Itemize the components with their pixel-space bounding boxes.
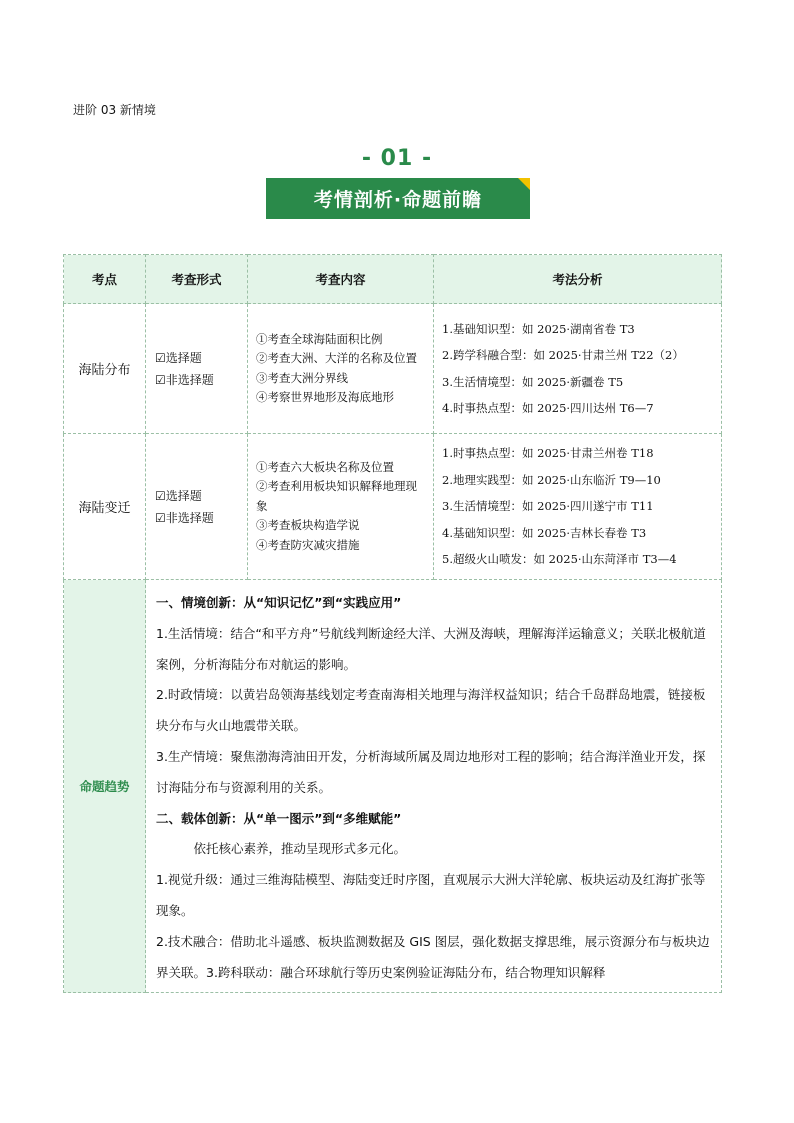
analysis-item: 4.基础知识型：如 2025·吉林长春卷 T3 bbox=[442, 525, 647, 540]
form-item: ☑选择题 bbox=[155, 350, 202, 365]
trend-heading: 一、情境创新：从“知识记忆”到“实践应用” bbox=[156, 595, 402, 610]
content-item: ④考察世界地形及海底地形 bbox=[256, 390, 394, 404]
table-row bbox=[64, 434, 722, 580]
analysis-item: 1.基础知识型：如 2025·湖南省卷 T3 bbox=[442, 321, 635, 336]
analysis-item: 2.地理实践型：如 2025·山东临沂 T9—10 bbox=[442, 472, 661, 487]
trend-paragraph: 1.视觉升级：通过三维海陆模型、海陆变迁时序图，直观展示大洲大洋轮廓、板块运动及红海扩张等现象。 bbox=[156, 872, 706, 918]
page-header-label: 进阶 03 新情境 bbox=[73, 103, 156, 117]
trend-row bbox=[64, 580, 722, 993]
table-header-row bbox=[64, 255, 722, 304]
form-item: ☑选择题 bbox=[155, 488, 202, 503]
topic-cell: 海陆变迁 bbox=[64, 434, 146, 580]
trend-paragraph: 依托核心素养，推动呈现形式多元化。 bbox=[193, 841, 407, 857]
content-item: ④考查防灾减灾措施 bbox=[256, 537, 360, 552]
section-banner bbox=[266, 178, 530, 219]
analysis-item: 3.生活情境型：如 2025·四川遂宁市 T11 bbox=[442, 499, 654, 514]
banner-corner-decoration bbox=[518, 178, 530, 190]
col-header-topic: 考点 bbox=[64, 255, 146, 304]
content-item: ①考查全球海陆面积比例 bbox=[256, 331, 383, 346]
form-item: ☑非选择题 bbox=[155, 510, 214, 525]
form-cell bbox=[146, 304, 248, 434]
form-cell bbox=[146, 434, 248, 580]
trend-heading: 二、载体创新：从“单一图示”到“多维赋能” bbox=[156, 810, 402, 826]
trend-label: 命题趋势 bbox=[64, 580, 146, 993]
analysis-item: 3.生活情境型：如 2025·新疆卷 T5 bbox=[442, 374, 624, 389]
content-item: ③考查板块构造学说 bbox=[256, 518, 360, 533]
trend-paragraph: 2.技术融合：借助北斗遥感、板块监测数据及 GIS 图层，强化数据支撑思维，展示资源分布与板块边界关联。3.跨科联动：融合环球航行等历史案例验证海陆分布，结合物理知识解释 bbox=[156, 933, 710, 980]
trend-content bbox=[146, 580, 722, 993]
trend-paragraph: 2.时政情境：以黄岩岛领海基线划定考查南海相关地理与海洋权益知识；结合千岛群岛地震，链接板块分布与火山地震带关联。 bbox=[156, 687, 706, 734]
analysis-cell bbox=[434, 434, 722, 580]
content-cell bbox=[248, 304, 434, 434]
exam-analysis-table bbox=[63, 254, 722, 993]
form-item: ☑非选择题 bbox=[155, 372, 214, 387]
banner-title: 考情剖析·命题前瞻 bbox=[313, 189, 483, 211]
content-cell bbox=[248, 434, 434, 580]
analysis-item: 2.跨学科融合型：如 2025·甘肃兰州 T22（2） bbox=[442, 348, 684, 362]
content-item: ③考查大洲分界线 bbox=[256, 370, 348, 385]
content-item: ②考查利用板块知识解释地理现象 bbox=[256, 479, 417, 513]
section-number: - 01 - bbox=[361, 146, 433, 171]
analysis-item: 5.超级火山喷发：如 2025·山东菏泽市 T3—4 bbox=[442, 552, 677, 567]
col-header-content: 考查内容 bbox=[248, 255, 434, 304]
col-header-form: 考查形式 bbox=[146, 255, 248, 304]
analysis-cell bbox=[434, 304, 722, 434]
trend-paragraph: 3.生产情境：聚焦渤海湾油田开发，分析海域所属及周边地形对工程的影响；结合海洋渔业开发，探讨海陆分布与资源利用的关系。 bbox=[156, 748, 706, 795]
content-item: ①考查六大板块名称及位置 bbox=[256, 459, 394, 474]
content-item: ②考查大洲、大洋的名称及位置 bbox=[256, 351, 417, 365]
analysis-item: 1.时事热点型：如 2025·甘肃兰州卷 T18 bbox=[442, 446, 654, 461]
col-header-analysis: 考法分析 bbox=[434, 255, 722, 304]
topic-cell: 海陆分布 bbox=[64, 304, 146, 434]
table-row bbox=[64, 304, 722, 434]
trend-paragraph: 1.生活情境：结合“和平方舟”号航线判断途经大洋、大洲及海峡，理解海洋运输意义；关联北极航道案例，分析海陆分布对航运的影响。 bbox=[156, 625, 706, 672]
analysis-item: 4.时事热点型：如 2025·四川达州 T6—7 bbox=[442, 401, 654, 415]
